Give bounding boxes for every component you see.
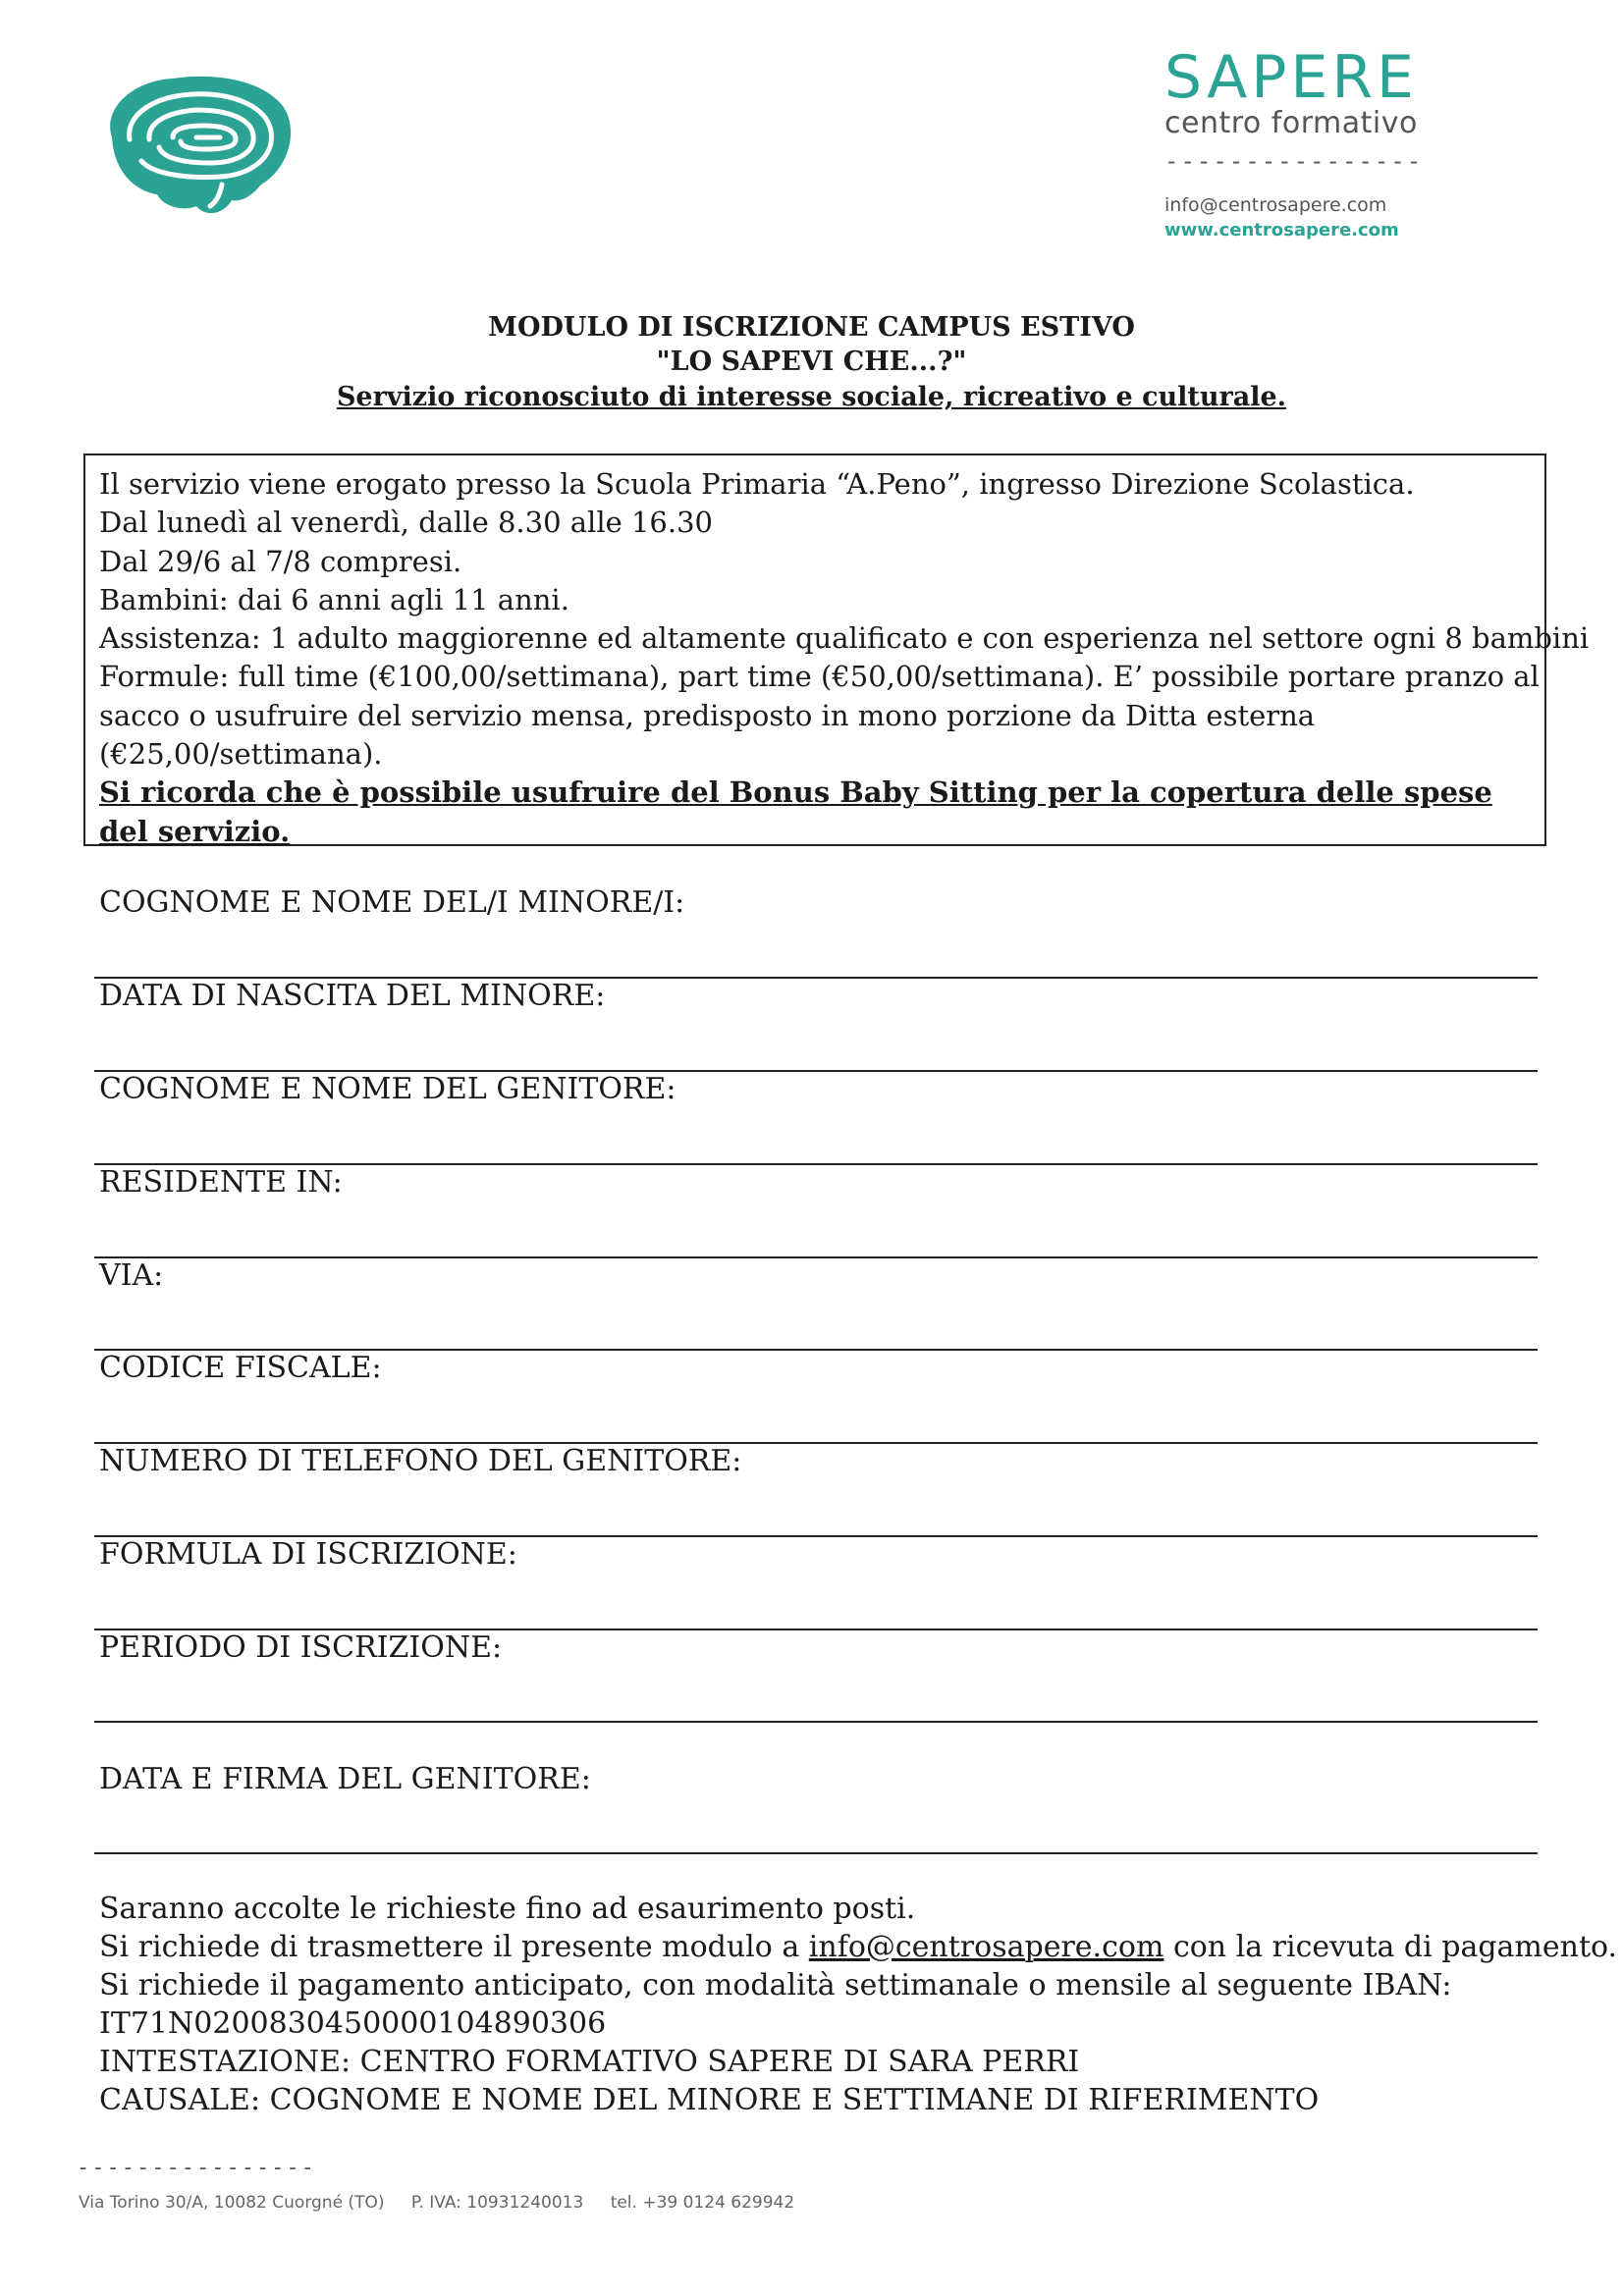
footer-info [79,2193,816,2213]
field-label-tax-code: CODICE FISCALE: [99,1351,382,1385]
field-line-period[interactable] [94,1721,1538,1723]
footer-divider: ---------------- [77,2156,316,2180]
note-availability: Saranno accolte le richieste fino ad esaurimento posti. [99,1892,916,1926]
field-line-signature[interactable] [94,1852,1538,1854]
footer-phone: tel. +39 0124 629942 [610,2193,795,2213]
field-line-residence[interactable] [94,1256,1538,1258]
brand-website[interactable]: www.centrosapere.com [1164,220,1399,240]
bonus-notice: Si ricorda che è possibile usufruire del Bonus Baby Sitting per la copertura delle spese del servizio. [99,775,1492,848]
note-payment: Si richiede il pagamento anticipato, con modalità settimanale o mensile al seguente IBAN: [99,1968,1452,2002]
field-label-street: VIA: [99,1258,164,1293]
info-line: Il servizio viene erogato presso la Scuola Primaria “A.Peno”, ingresso Direzione Scolastica. [99,467,1415,501]
field-label-minor-name: COGNOME E NOME DEL/I MINORE/I: [99,885,685,920]
info-box [83,454,1590,848]
field-label-period: PERIODO DI ISCRIZIONE: [99,1630,503,1665]
campus-name: "LO SAPEVI CHE...?" [656,347,967,377]
note-submit-text: Si richiede di trasmettere il presente modulo a [99,1930,809,1964]
email-link[interactable]: info@centrosapere.com [808,1930,1164,1964]
brand-name: SAPERE [1164,43,1418,112]
form-title: MODULO DI ISCRIZIONE CAMPUS ESTIVO [488,312,1135,343]
iban: IT71N0200830450000104890306 [99,2006,607,2041]
notes-block [99,1890,1617,2119]
field-label-birth-date: DATA DI NASCITA DEL MINORE: [99,979,606,1013]
info-line: Assistenza: 1 adulto maggiorenne ed altamente qualificato e con esperienza nel settore ogni 8 bambini [99,621,1590,656]
service-subtitle: Servizio riconosciuto di interesse sociale, ricreativo e culturale. [336,382,1287,412]
info-line: Formule: full time (€100,00/settimana), part time (€50,00/settimana). E’ possibile portare pranzo al [99,660,1540,694]
footer-vat: P. IVA: 10931240013 [410,2193,584,2213]
info-line: sacco o usufruire del servizio mensa, predisposto in mono porzione da Ditta esterna [99,698,1316,732]
info-line: (€25,00/settimana). [99,737,383,772]
field-label-signature: DATA E FIRMA DEL GENITORE: [99,1762,591,1796]
field-label-phone: NUMERO DI TELEFONO DEL GENITORE: [99,1444,742,1478]
note-submit-text-end: con la ricevuta di pagamento. [1163,1930,1618,1964]
footer-address: Via Torino 30/A, 10082 Cuorgné (TO) [79,2193,385,2213]
brand-divider: ---------------- [1164,147,1424,175]
info-line: Dal 29/6 al 7/8 compresi. [99,544,462,578]
payment-reason: CAUSALE: COGNOME E NOME DEL MINORE E SETTIMANE DI RIFERIMENTO [99,2083,1320,2117]
field-label-residence: RESIDENTE IN: [99,1165,343,1200]
brand-subtitle: centro formativo [1164,106,1418,140]
brand-block [1164,45,1449,240]
field-label-parent-name: COGNOME E NOME DEL GENITORE: [99,1072,676,1106]
brand-email[interactable]: info@centrosapere.com [1164,194,1387,216]
info-line: Dal lunedì al venerdì, dalle 8.30 alle 16.30 [99,506,714,540]
field-label-formula: FORMULA DI ISCRIZIONE: [99,1537,517,1572]
account-holder: INTESTAZIONE: CENTRO FORMATIVO SAPERE DI SARA PERRI [99,2045,1080,2079]
info-line: Bambini: dai 6 anni agli 11 anni. [99,582,569,616]
brain-icon [94,69,300,218]
note-submit [99,1928,1617,1966]
